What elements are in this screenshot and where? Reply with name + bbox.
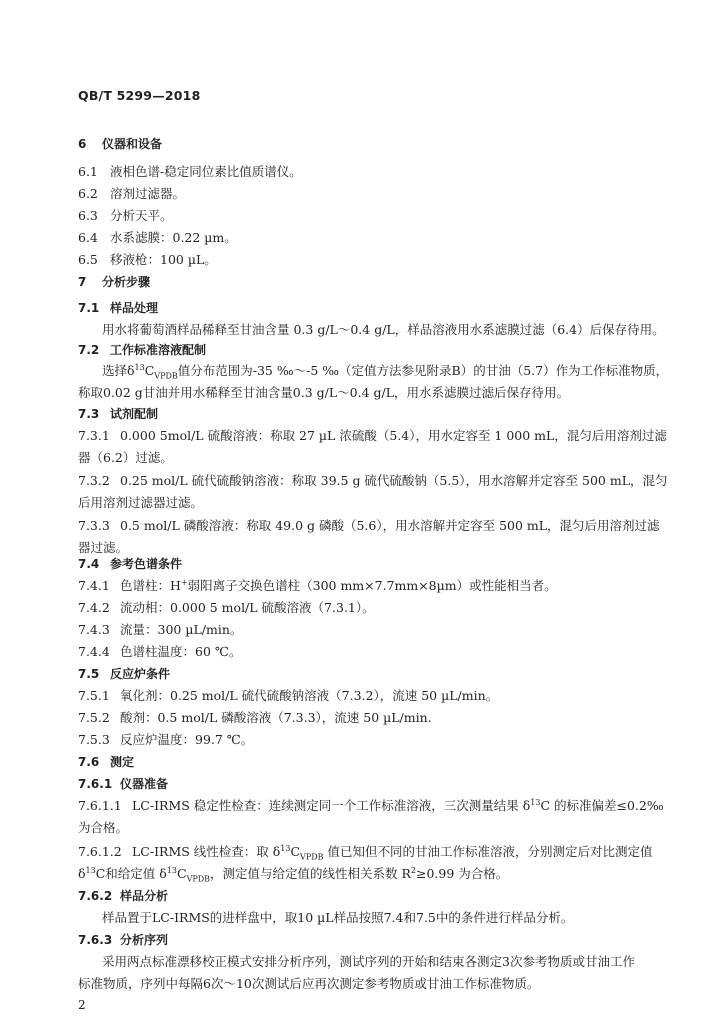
clause-7-6-3-line2: 标准物质，序列中每隔6次～10次测试后应再次测定参考物质或甘油工作标准物质。: [78, 976, 540, 991]
text-run: 值分布范围为-35 ‰～-5 ‰（定值方法参见附录B）的甘油（5.7）作为工作标准物质，: [177, 363, 669, 378]
clause-7-6-1-2-line1: [78, 841, 677, 863]
clause-title: 样品分析: [120, 889, 169, 903]
clause-text: 氧化剂：0.25 mol/L 硫代硫酸钠溶液（7.3.2），流速 50 µL/min。: [120, 688, 499, 703]
clause-7-2-text-line2: 称取0.02 g甘油并用水稀释至甘油含量0.3 g/L～0.4 g/L，用水系滤膜过滤后保存待用。: [78, 385, 570, 400]
clause-7-5-heading: [78, 663, 677, 685]
clause-number: 7.4.4: [78, 644, 110, 659]
superscript: 13: [166, 865, 177, 875]
clause-title: 样品处理: [110, 301, 159, 315]
text-run: LC-IRMS 稳定性检查：连续测定同一个工作标准溶液，三次测量结果 δ: [132, 798, 531, 813]
clause-number: 6.3: [78, 208, 98, 223]
clause-title: 分析序列: [120, 933, 169, 947]
section-6-heading: [78, 133, 677, 155]
subscript: VPDB: [154, 371, 178, 381]
text-run: ≥0.99 为合格。: [416, 866, 509, 881]
clause-text: 0.000 5mol/L 硫酸溶液：称取 27 µL 浓硫酸（5.4），用水定容至 1 000 mL，混匀后用溶剂过滤: [120, 428, 667, 443]
clause-number: 7.1: [78, 301, 100, 315]
clause-number: 7.3: [78, 407, 100, 421]
clause-number: 7.2: [78, 343, 100, 357]
clause-6-2: [78, 183, 677, 205]
clause-text: 分析天平。: [110, 208, 173, 223]
clause-7-6-2-text: 样品置于LC-IRMS的进样盘中，取10 µL样品按照7.4和7.5中的条件进行样品分析。: [102, 910, 574, 925]
clause-number: 7.4.2: [78, 600, 110, 615]
clause-7-6-1-heading: [78, 773, 677, 795]
section-number: 7: [78, 275, 87, 289]
clause-7-4-heading: [78, 553, 677, 575]
clause-7-1-text: 用水将葡萄酒样品稀释至甘油含量 0.3 g/L～0.4 g/L，样品溶液用水系滤膜过滤（6.4）后保存待用。: [102, 322, 665, 337]
clause-7-6-3-line1: 采用两点标准漂移校正模式安排分析序列，测试序列的开始和结束各测定3次参考物质或甘油工作: [102, 954, 635, 969]
clause-text: 溶剂过滤器。: [110, 186, 186, 201]
text-run: C和给定值 δ: [95, 866, 167, 881]
clause-number: 7.6.1.2: [78, 844, 122, 859]
clause-7-3-heading: [78, 403, 677, 425]
text-run: C: [144, 363, 155, 378]
clause-7-3-1-line2: 器（6.2）过滤。: [78, 450, 173, 465]
clause-7-6-heading: [78, 751, 677, 773]
clause-number: 7.4.3: [78, 622, 110, 637]
clause-text: 0.25 mol/L 硫代硫酸钠溶液：称取 39.5 g 硫代硫酸钠（5.5），用水溶解并定容至 500 mL，混匀: [120, 473, 668, 488]
clause-title: 工作标准溶液配制: [110, 343, 207, 357]
clause-title: 试剂配制: [110, 407, 159, 421]
text-run: C 的标准偏差≤0.2‰: [540, 798, 664, 813]
clause-7-6-1-2-line2: [78, 863, 677, 885]
clause-number: 6.5: [78, 252, 98, 267]
clause-6-4: [78, 227, 677, 249]
superscript: 13: [280, 843, 291, 853]
text-run: 选择δ: [102, 363, 135, 378]
section-number: 6: [78, 137, 87, 151]
text-run: ，测定值与给定值的线性相关系数 R: [210, 866, 411, 881]
clause-7-4-2: [78, 597, 677, 619]
standard-code: QB/T 5299—2018: [78, 88, 201, 103]
clause-7-4-3: [78, 619, 677, 641]
text-run: 值已知但不同的甘油工作标准溶液，分别测定后对比测定值: [323, 844, 653, 859]
text-run: C: [290, 844, 301, 859]
clause-number: 7.3.2: [78, 473, 110, 488]
text-run: 色谱柱：H: [120, 578, 181, 593]
text-run: δ: [78, 866, 86, 881]
clause-7-6-1-1-line1: [78, 795, 677, 817]
clause-7-2-heading: [78, 339, 677, 361]
clause-7-5-3: [78, 729, 677, 751]
text-run: LC-IRMS 线性检查：取 δ: [132, 844, 281, 859]
clause-number: 7.5.3: [78, 732, 110, 747]
clause-title: 参考色谱条件: [110, 557, 183, 571]
clause-number: 7.5: [78, 667, 100, 681]
clause-7-3-2-line2: 后用溶剂过滤器过滤。: [78, 495, 204, 510]
clause-number: 7.6.1: [78, 777, 113, 791]
clause-7-6-2-heading: [78, 885, 677, 907]
clause-7-5-2: [78, 707, 677, 729]
clause-7-5-1: [78, 685, 677, 707]
clause-7-3-3-line1: [78, 515, 677, 537]
superscript: +: [180, 577, 188, 587]
clause-7-3-3-line2: 器过滤。: [78, 540, 129, 555]
clause-text: 流动相：0.000 5 mol/L 硫酸溶液（7.3.1）。: [120, 600, 375, 615]
clause-number: 7.4: [78, 557, 100, 571]
clause-7-3-1-line1: [78, 425, 677, 447]
clause-number: 7.5.1: [78, 688, 110, 703]
clause-number: 6.1: [78, 164, 98, 179]
clause-7-4-1: [78, 575, 677, 597]
clause-6-3: [78, 205, 677, 227]
clause-number: 7.6.1.1: [78, 798, 122, 813]
text-run: C: [176, 866, 187, 881]
clause-text: 移液枪：100 µL。: [110, 252, 217, 267]
clause-text: 酸剂：0.5 mol/L 磷酸溶液（7.3.3），流速 50 µL/min.: [120, 710, 432, 725]
clause-title: 仪器准备: [120, 777, 169, 791]
clause-7-4-4: [78, 641, 677, 663]
clause-text: 水系滤膜：0.22 µm。: [110, 230, 237, 245]
clause-title: 测定: [110, 755, 135, 769]
clause-number: 7.4.1: [78, 578, 110, 593]
clause-text: 色谱柱温度：60 ℃。: [120, 644, 242, 659]
clause-6-1: [78, 161, 677, 183]
clause-text: 液相色谱-稳定同位素比值质谱仪。: [110, 164, 302, 179]
clause-number: 6.2: [78, 186, 98, 201]
clause-text: 流量：300 µL/min。: [120, 622, 243, 637]
subscript: VPDB: [186, 874, 211, 884]
text-run: 弱阳离子交换色谱柱（300 mm×7.7mm×8µm）或性能相当者。: [187, 578, 557, 593]
clause-7-1-heading: [78, 297, 677, 319]
section-title: 仪器和设备: [102, 137, 163, 151]
page-number: 2: [78, 998, 86, 1012]
superscript: 2: [410, 865, 416, 875]
clause-number: 7.3.3: [78, 518, 110, 533]
clause-number: 7.6.2: [78, 889, 113, 903]
section-7-heading: [78, 271, 677, 293]
clause-7-2-text-line1: [78, 360, 677, 382]
superscript: 13: [85, 865, 96, 875]
clause-text: 反应炉温度：99.7 ℃。: [120, 732, 254, 747]
superscript: 13: [134, 362, 145, 372]
clause-7-6-3-heading: [78, 929, 677, 951]
clause-7-3-2-line1: [78, 470, 677, 492]
superscript: 13: [530, 797, 541, 807]
clause-6-5: [78, 249, 677, 271]
subscript: VPDB: [300, 852, 324, 862]
clause-7-6-1-1-line2: 为合格。: [78, 820, 129, 835]
clause-number: 6.4: [78, 230, 98, 245]
clause-number: 7.3.1: [78, 428, 110, 443]
clause-title: 反应炉条件: [110, 667, 171, 681]
clause-number: 7.6: [78, 755, 100, 769]
clause-text: 0.5 mol/L 磷酸溶液：称取 49.0 g 磷酸（5.6），用水溶解并定容至 500 mL，混匀后用溶剂过滤: [120, 518, 660, 533]
clause-number: 7.5.2: [78, 710, 110, 725]
section-title: 分析步骤: [102, 275, 151, 289]
clause-number: 7.6.3: [78, 933, 113, 947]
